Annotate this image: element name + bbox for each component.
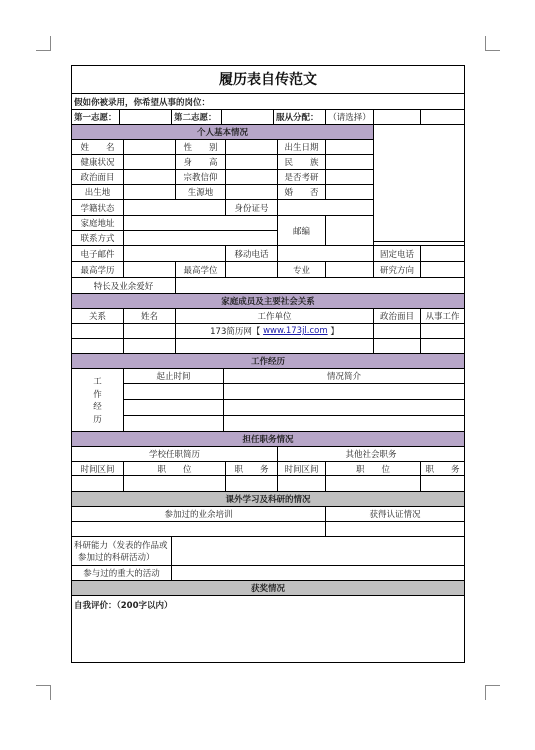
- self-evaluation-field[interactable]: 自我评价：（200字以内）: [74, 601, 173, 611]
- photo-area[interactable]: [374, 125, 464, 242]
- label-address: 家庭地址: [72, 216, 124, 231]
- work-side-char: 工: [93, 377, 102, 388]
- duty-cell[interactable]: [326, 476, 421, 492]
- work-side-char: 经: [93, 402, 102, 413]
- crop-mark-top-left: [36, 36, 51, 51]
- research-field[interactable]: [172, 537, 464, 566]
- duty-cell[interactable]: [124, 476, 226, 492]
- label-birth: 出生日期: [278, 140, 326, 155]
- field-birthplace[interactable]: [124, 185, 176, 200]
- family-header-job: 从事工作: [421, 309, 464, 324]
- work-cell[interactable]: [224, 416, 464, 432]
- field-ethnic[interactable]: [326, 155, 374, 170]
- label-ethnic: 民 族: [278, 155, 326, 170]
- family-cell[interactable]: [374, 324, 421, 339]
- family-cell[interactable]: [421, 339, 464, 354]
- label-marital: 婚 否: [278, 185, 326, 200]
- label-degree: 最高学位: [176, 262, 226, 278]
- work-side-char: 历: [93, 414, 102, 425]
- label-health: 健康状况: [72, 155, 124, 170]
- field-political[interactable]: [124, 170, 176, 185]
- field-phone[interactable]: [421, 246, 464, 262]
- duty-cell[interactable]: [278, 476, 326, 492]
- field-name[interactable]: [124, 140, 176, 155]
- family-cell[interactable]: [124, 339, 176, 354]
- section-study-title: 课外学习及科研的情况: [72, 492, 464, 507]
- research-label-line2: 参加过的科研活动）: [78, 553, 155, 563]
- label-contact: 联系方式: [72, 231, 124, 246]
- field-religion[interactable]: [226, 170, 278, 185]
- label-major: 专业: [278, 262, 326, 278]
- family-site-link-cell: [176, 324, 374, 339]
- choice2-label: 第二志愿：: [172, 110, 222, 125]
- label-birthplace: 出生地: [72, 185, 124, 200]
- study-training-field[interactable]: [72, 522, 326, 537]
- field-address[interactable]: [124, 216, 278, 231]
- study-training-header: 参加过的业余培训: [72, 507, 326, 522]
- research-label: [72, 537, 172, 566]
- family-header-relation: 关系: [72, 309, 124, 324]
- field-postgrad[interactable]: [326, 170, 374, 185]
- field-postcode[interactable]: [326, 216, 374, 246]
- family-cell[interactable]: [124, 324, 176, 339]
- duty-cell[interactable]: [226, 476, 278, 492]
- label-gender: 性 别: [176, 140, 226, 155]
- intro-blank[interactable]: [421, 110, 464, 125]
- family-cell[interactable]: [72, 339, 124, 354]
- label-postgrad: 是否考研: [278, 170, 326, 185]
- label-height: 身 高: [176, 155, 226, 170]
- family-cell[interactable]: [374, 339, 421, 354]
- label-research: 研究方向: [374, 262, 421, 278]
- duty-position-header: 职 位: [326, 462, 421, 476]
- field-birth[interactable]: [326, 140, 374, 155]
- field-contact[interactable]: [124, 231, 278, 246]
- family-cell[interactable]: [176, 339, 374, 354]
- work-side-char: 作: [93, 389, 102, 400]
- duty-social-header: 其他社会职务: [278, 447, 464, 462]
- duty-duty-header: 职 务: [421, 462, 464, 476]
- section-work-title: 工作经历: [72, 354, 464, 369]
- label-idcard: 身份证号: [226, 200, 278, 216]
- field-gender[interactable]: [226, 140, 278, 155]
- obey-select[interactable]: （请选择）: [326, 110, 374, 125]
- family-header-name: 姓名: [124, 309, 176, 324]
- field-research[interactable]: [421, 262, 464, 278]
- field-source[interactable]: [226, 185, 278, 200]
- site-end: 】: [330, 327, 339, 337]
- work-cell[interactable]: [124, 400, 224, 416]
- duty-position-header: 职 位: [124, 462, 226, 476]
- obey-label: 服从分配：: [274, 110, 326, 125]
- events-label: 参与过的重大的活动: [72, 566, 172, 581]
- label-education: 最高学历: [72, 262, 124, 278]
- study-cert-header: 获得认证情况: [326, 507, 464, 522]
- field-mobile[interactable]: [278, 246, 374, 262]
- crop-mark-bottom-left: [36, 685, 51, 700]
- family-header-work: 工作单位: [176, 309, 374, 324]
- label-phone: 固定电话: [374, 246, 421, 262]
- field-major[interactable]: [326, 262, 374, 278]
- work-side-label: [72, 369, 124, 432]
- duty-period-header: 时间区间: [278, 462, 326, 476]
- choice1-label: 第一志愿：: [72, 110, 120, 125]
- duty-cell[interactable]: [72, 476, 124, 492]
- work-header-period: 起止时间: [124, 369, 224, 384]
- label-source: 生源地: [176, 185, 226, 200]
- family-header-political: 政治面目: [374, 309, 421, 324]
- position-question: 假如你被录用，你希望从事的岗位：: [72, 94, 464, 110]
- work-cell[interactable]: [124, 384, 224, 400]
- family-cell[interactable]: [421, 324, 464, 339]
- label-religion: 宗教信仰: [176, 170, 226, 185]
- site-url-link[interactable]: www.173jl.com: [263, 326, 328, 336]
- site-name: 173简历网【: [210, 327, 261, 337]
- field-degree[interactable]: [226, 262, 278, 278]
- field-marital[interactable]: [326, 185, 374, 200]
- label-email: 电子邮件: [72, 246, 124, 262]
- section-family-title: 家庭成员及主要社会关系: [72, 294, 464, 309]
- duty-period-header: 时间区间: [72, 462, 124, 476]
- field-hobbies[interactable]: [176, 278, 464, 294]
- label-name: 姓 名: [72, 140, 124, 155]
- label-status: 学籍状态: [72, 200, 124, 216]
- field-email[interactable]: [124, 246, 226, 262]
- work-cell[interactable]: [224, 400, 464, 416]
- field-education[interactable]: [124, 262, 176, 278]
- study-cert-field[interactable]: [326, 522, 464, 537]
- work-cell[interactable]: [224, 384, 464, 400]
- field-status[interactable]: [124, 200, 226, 216]
- label-hobbies: 特长及业余爱好: [72, 278, 176, 294]
- intro-blank[interactable]: [374, 110, 421, 125]
- choice1-field[interactable]: [120, 110, 172, 125]
- section-award-title: 获奖情况: [72, 581, 464, 596]
- events-field[interactable]: [172, 566, 464, 581]
- field-idcard[interactable]: [278, 200, 374, 216]
- choice2-field[interactable]: [222, 110, 274, 125]
- family-cell[interactable]: [72, 324, 124, 339]
- duty-duty-header: 职 务: [226, 462, 278, 476]
- label-postcode: 邮编: [278, 216, 326, 246]
- resume-form: [71, 65, 465, 663]
- duty-cell[interactable]: [421, 476, 464, 492]
- field-height[interactable]: [226, 155, 278, 170]
- label-political: 政治面目: [72, 170, 124, 185]
- section-duty-title: 担任职务情况: [72, 432, 464, 447]
- field-health[interactable]: [124, 155, 176, 170]
- work-cell[interactable]: [124, 416, 224, 432]
- crop-mark-top-right: [485, 36, 500, 51]
- duty-school-header: 学校任职简历: [72, 447, 278, 462]
- work-header-desc: 情况简介: [224, 369, 464, 384]
- label-mobile: 移动电话: [226, 246, 278, 262]
- section-personal-title: 个人基本情况: [72, 125, 374, 140]
- page-title: 履历表自传范文: [72, 66, 464, 94]
- crop-mark-bottom-right: [485, 685, 500, 700]
- research-label-line1: 科研能力（发表的作品或: [74, 541, 168, 551]
